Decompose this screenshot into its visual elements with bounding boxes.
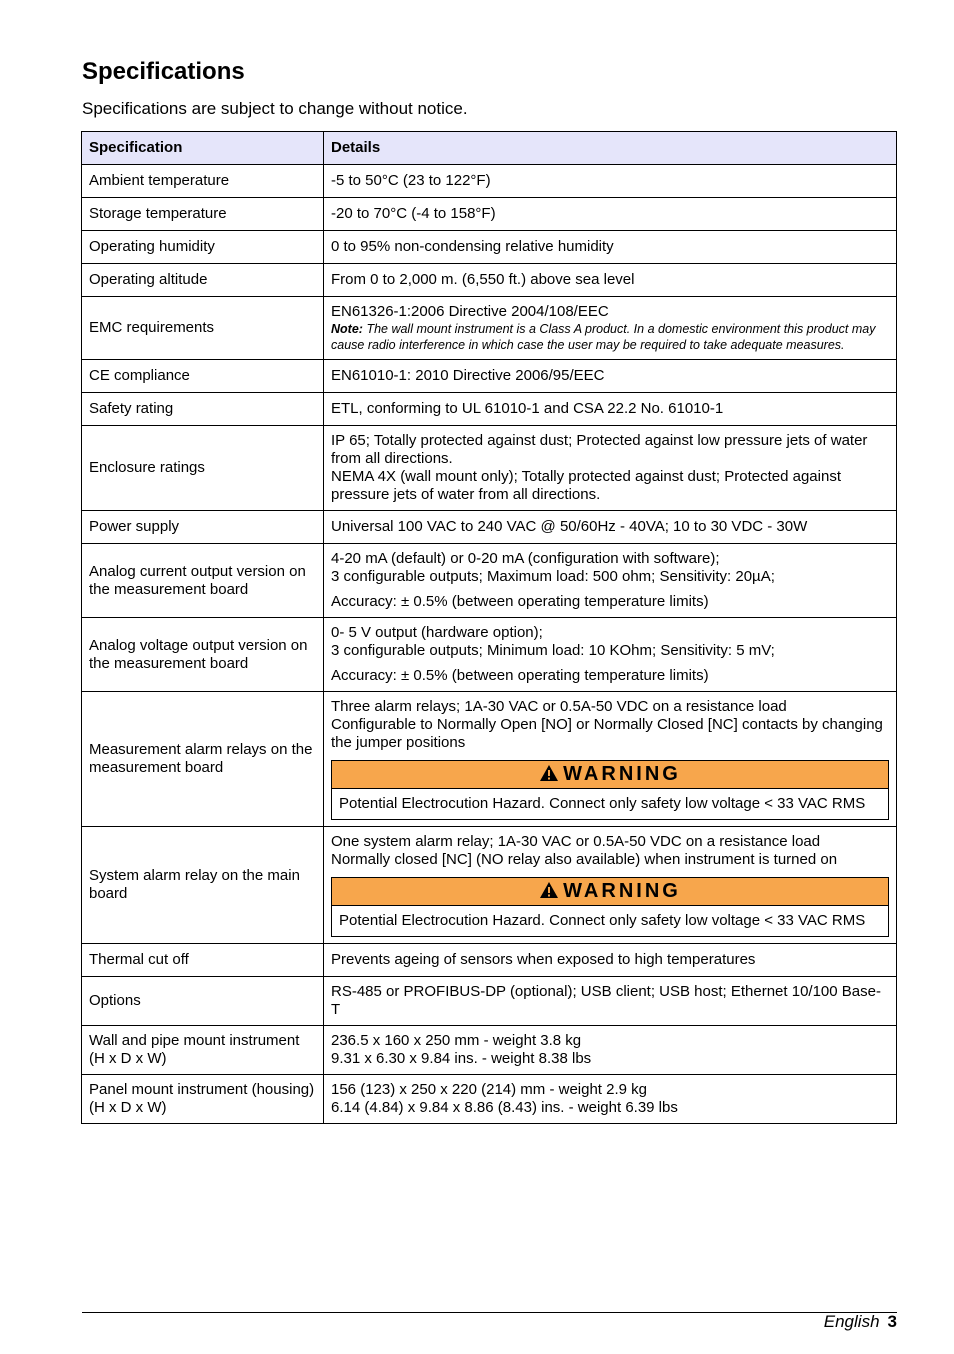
warning-triangle-icon xyxy=(539,880,559,907)
table-row xyxy=(82,297,897,360)
detail-line: Universal 100 VAC to 240 VAC @ 50/60Hz - 40VA; 10 to 30 VDC - 30W xyxy=(331,518,808,535)
table-row xyxy=(82,977,897,1026)
table-row xyxy=(82,264,897,297)
table-row xyxy=(82,827,897,944)
spec-name-cell: Storage temperature xyxy=(82,198,324,231)
detail-line: 3 configurable outputs; Maximum load: 500 ohm; Sensitivity: 20µA; xyxy=(331,568,775,585)
page-number: 3 xyxy=(887,1312,897,1331)
warning-header xyxy=(332,761,888,789)
spec-details-cell xyxy=(324,1026,897,1075)
spec-name-cell: System alarm relay on the main board xyxy=(82,827,324,944)
detail-line: 156 (123) x 250 x 220 (214) mm - weight 2.9 kg xyxy=(331,1081,647,1098)
warning-triangle-icon xyxy=(539,763,559,790)
spec-name-cell: Wall and pipe mount instrument (H x D x W) xyxy=(82,1026,324,1075)
spec-name-cell: Operating humidity xyxy=(82,231,324,264)
spec-name-cell: Safety rating xyxy=(82,393,324,426)
spec-name-cell: Power supply xyxy=(82,511,324,544)
detail-line: 4-20 mA (default) or 0-20 mA (configuration with software); xyxy=(331,550,720,567)
detail-line: NEMA 4X (wall mount only); Totally protected against dust; Protected against pressure jets of water from all directions. xyxy=(331,468,841,503)
spec-details-cell xyxy=(324,944,897,977)
column-header-details: Details xyxy=(324,132,897,165)
warning-box xyxy=(331,877,889,937)
table-row xyxy=(82,692,897,827)
detail-line: From 0 to 2,000 m. (6,550 ft.) above sea level xyxy=(331,271,635,288)
table-row xyxy=(82,1075,897,1124)
footer-divider xyxy=(82,1312,897,1313)
spec-details-cell xyxy=(324,393,897,426)
spec-details-cell xyxy=(324,360,897,393)
page-title: Specifications xyxy=(82,58,245,85)
spec-details-cell xyxy=(324,426,897,511)
detail-accuracy: Accuracy: ± 0.5% (between operating temperature limits) xyxy=(331,593,709,610)
table-row xyxy=(82,393,897,426)
warning-label: WARNING xyxy=(563,880,681,902)
warning-text: Potential Electrocution Hazard. Connect only safety low voltage < 33 VAC RMS xyxy=(339,795,866,812)
table-row xyxy=(82,511,897,544)
table-row xyxy=(82,1026,897,1075)
detail-line: -20 to 70°C (-4 to 158°F) xyxy=(331,205,496,222)
detail-line: 0 to 95% non-condensing relative humidity xyxy=(331,238,614,255)
detail-line: Normally closed [NC] (NO relay also available) when instrument is turned on xyxy=(331,851,838,868)
spec-name-cell: Measurement alarm relays on the measurement board xyxy=(82,692,324,827)
warning-header xyxy=(332,878,888,906)
detail-line: EN61010-1: 2010 Directive 2006/95/EEC xyxy=(331,367,605,384)
spec-name-cell: Analog voltage output version on the measurement board xyxy=(82,618,324,692)
spec-details-cell xyxy=(324,165,897,198)
footer-language: English xyxy=(823,1312,880,1331)
spec-name-cell: Operating altitude xyxy=(82,264,324,297)
spec-name-cell: Options xyxy=(82,977,324,1026)
table-header-row xyxy=(82,132,897,165)
spec-details-cell xyxy=(324,1075,897,1124)
table-row xyxy=(82,360,897,393)
detail-line: Prevents ageing of sensors when exposed to high temperatures xyxy=(331,951,756,968)
spec-details-cell xyxy=(324,264,897,297)
detail-line: 3 configurable outputs; Minimum load: 10 KOhm; Sensitivity: 5 mV; xyxy=(331,642,775,659)
spec-name-cell: Thermal cut off xyxy=(82,944,324,977)
detail-line: EN61326-1:2006 Directive 2004/108/EEC xyxy=(331,303,609,320)
intro-text: Specifications are subject to change without notice. xyxy=(82,99,468,118)
note-text: The wall mount instrument is a Class A product. In a domestic environment this product may cause radio interference in which case the user may be required to take adequate measures. xyxy=(331,322,876,352)
detail-note xyxy=(331,321,889,353)
detail-line: -5 to 50°C (23 to 122°F) xyxy=(331,172,491,189)
page-footer xyxy=(824,1311,897,1333)
warning-label: WARNING xyxy=(563,763,681,785)
spec-details-cell xyxy=(324,511,897,544)
spec-details-cell xyxy=(324,297,897,360)
table-row xyxy=(82,618,897,692)
warning-box xyxy=(331,760,889,820)
detail-line: 0- 5 V output (hardware option); xyxy=(331,624,543,641)
detail-line: 6.14 (4.84) x 9.84 x 8.86 (8.43) ins. - weight 6.39 lbs xyxy=(331,1099,678,1116)
detail-line: 236.5 x 160 x 250 mm - weight 3.8 kg xyxy=(331,1032,582,1049)
detail-line: IP 65; Totally protected against dust; Protected against low pressure jets of water from all directions. xyxy=(331,432,868,467)
detail-line: Configurable to Normally Open [NO] or Normally Closed [NC] contacts by changing the jumper positions xyxy=(331,716,883,751)
spec-name-cell: Analog current output version on the measurement board xyxy=(82,544,324,618)
detail-line: 9.31 x 6.30 x 9.84 ins. - weight 8.38 lbs xyxy=(331,1050,592,1067)
specifications-table xyxy=(81,131,897,1124)
spec-name-cell: Panel mount instrument (housing) (H x D x W) xyxy=(82,1075,324,1124)
spec-name-cell: EMC requirements xyxy=(82,297,324,360)
spec-details-cell xyxy=(324,827,897,944)
spec-details-cell xyxy=(324,198,897,231)
spec-name-cell: Ambient temperature xyxy=(82,165,324,198)
spec-details-cell xyxy=(324,544,897,618)
table-row xyxy=(82,944,897,977)
spec-name-cell: Enclosure ratings xyxy=(82,426,324,511)
spec-name-cell: CE compliance xyxy=(82,360,324,393)
table-row xyxy=(82,544,897,618)
spec-details-cell xyxy=(324,231,897,264)
spec-details-cell xyxy=(324,977,897,1026)
spec-details-cell xyxy=(324,692,897,827)
table-row xyxy=(82,426,897,511)
detail-line: RS-485 or PROFIBUS-DP (optional); USB client; USB host; Ethernet 10/100 Base-T xyxy=(331,983,881,1018)
column-header-specification: Specification xyxy=(82,132,324,165)
detail-line: Three alarm relays; 1A-30 VAC or 0.5A-50 VDC on a resistance load xyxy=(331,698,787,715)
note-label: Note: xyxy=(331,322,363,336)
detail-line: One system alarm relay; 1A-30 VAC or 0.5A-50 VDC on a resistance load xyxy=(331,833,821,850)
spec-details-cell xyxy=(324,618,897,692)
table-row xyxy=(82,231,897,264)
table-row xyxy=(82,165,897,198)
table-body xyxy=(82,165,897,1124)
table-row xyxy=(82,198,897,231)
warning-text: Potential Electrocution Hazard. Connect only safety low voltage < 33 VAC RMS xyxy=(339,912,866,929)
detail-line: ETL, conforming to UL 61010-1 and CSA 22.2 No. 61010-1 xyxy=(331,400,724,417)
detail-accuracy: Accuracy: ± 0.5% (between operating temperature limits) xyxy=(331,667,709,684)
